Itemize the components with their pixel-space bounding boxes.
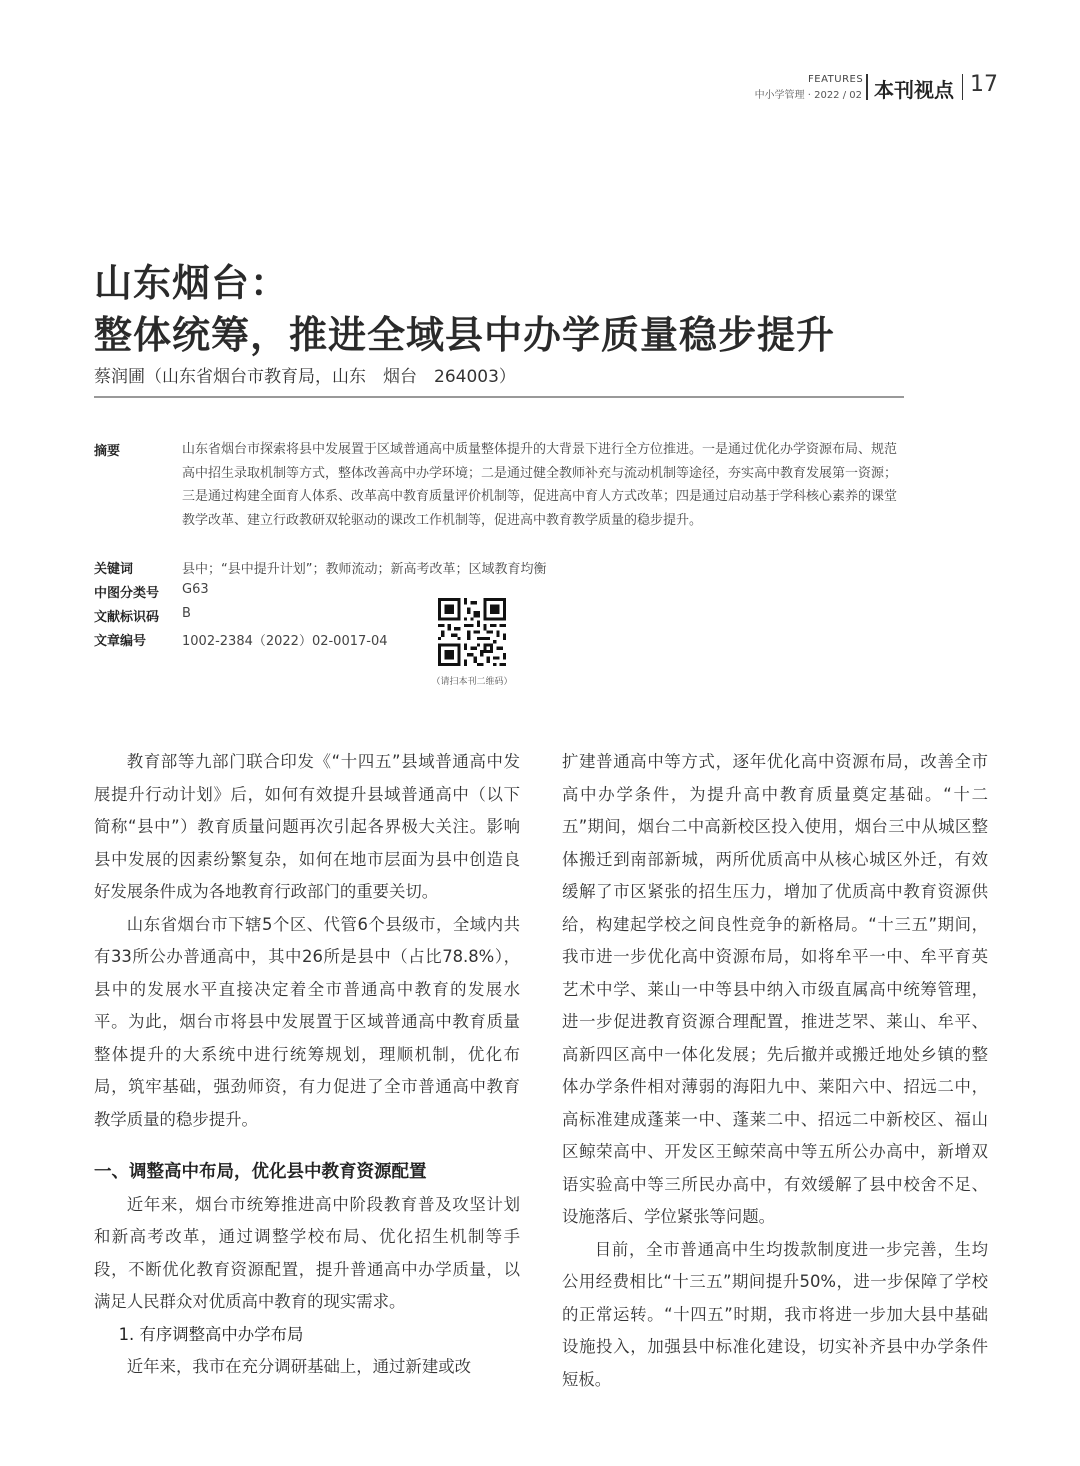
page-number: 17 bbox=[970, 72, 998, 97]
title-divider bbox=[94, 396, 904, 398]
article-number-label: 文章编号 bbox=[94, 634, 147, 649]
keywords-value: 县中；“县中提升计划”；教师流动；新高考改革；区域教育均衡 bbox=[182, 562, 547, 577]
abstract-label: 摘要 bbox=[94, 444, 121, 459]
header-features-label: FEATURES bbox=[808, 74, 864, 85]
body-column-left bbox=[94, 746, 520, 1384]
paragraph: 扩建普通高中等方式，逐年优化高中资源布局，改善全市高中办学条件，为提升高中教育质量奠定基础。“十二五”期间，烟台二中高新校区投入使用，烟台三中从城区整体搬迁到南部新城，两所优质高中从核心城区外迁，有效缓解了市区紧张的招生压力，增加了优质高中教育资源供给，构建起学校之间良性竞争的新格局。“十三五”期间，我市进一步优化高中资源布局，如将牟平一中、牟平育英艺术中学、莱山一中等县中纳入市级直属高中统筹管理，进一步促进教育资源合理配置，推进芝罘、莱山、牟平、高新四区高中一体化发展；先后撤并或搬迁地处乡镇的整体办学条件相对薄弱的海阳九中、莱阳六中、招远二中，高标准建成蓬莱一中、蓬莱二中、招远二中新校区、福山区鲸荣高中、开发区王鲸荣高中等五所公办高中，新增双语实验高中等三所民办高中，有效缓解了县中校舍不足、设施落后、学位紧张等问题。 bbox=[562, 752, 988, 1226]
abstract-text: 山东省烟台市探索将县中发展置于区域普通高中质量整体提升的大背景下进行全方位推进。一是通过优化办学资源布局、规范高中招生录取机制等方式，整体改善高中办学环境；二是通过健全教师补充与流动机制等途径，夯实高中教育发展第一资源；三是通过构建全面育人体系、改革高中教育质量评价机制等，促进高中育人方式改革；四是通过启动基于学科核心素养的课堂教学改革、建立行政教研双轮驱动的课改工作机制等，促进高中教育教学质量的稳步提升。 bbox=[182, 442, 898, 528]
article-title-line-1: 山东烟台： bbox=[94, 261, 290, 305]
paragraph: 目前，全市普通高中生均拨款制度进一步完善，生均公用经费相比“十三五”期间提升50%，进一步保障了学校的正常运转。“十四五”时期，我市将进一步加大县中基础设施投入，加强县中标准化建设，切实补齐县中办学条件短板。 bbox=[562, 1239, 988, 1389]
classification-label: 中图分类号 bbox=[94, 586, 160, 601]
section-heading: 一、调整高中布局，优化县中教育资源配置 bbox=[94, 1162, 427, 1182]
paragraph: 山东省烟台市下辖5个区、代管6个县级市，全域内共有33所公办普通高中，其中26所是县中（占比78.8%），县中的发展水平直接决定着全市普通高中教育的发展水平。为此，烟台市将县中发展置于区域普通高中教育质量整体提升的大系统中进行统筹规划，理顺机制，优化布局，筑牢基础，强劲师资，有力促进了全市普通高中教育教学质量的稳步提升。 bbox=[94, 914, 520, 1129]
document-code-label: 文献标识码 bbox=[94, 610, 160, 625]
qr-code-caption: （请扫本刊二维码） bbox=[431, 677, 513, 687]
classification-value: G63 bbox=[182, 582, 209, 597]
qr-code-icon[interactable] bbox=[438, 598, 506, 666]
subsection-heading: 1. 有序调整高中办学布局 bbox=[118, 1324, 304, 1344]
header-divider bbox=[962, 74, 963, 100]
paragraph: 教育部等九部门联合印发《“十四五”县域普通高中发展提升行动计划》后，如何有效提升县域普通高中（以下简称“县中”）教育质量问题再次引起各界极大关注。影响县中发展的因素纷繁复杂，如何在地市层面为县中创造良好发展条件成为各地教育行政部门的重要关切。 bbox=[94, 752, 520, 901]
keywords-label: 关键词 bbox=[94, 562, 134, 577]
author-line: 蔡润圃（山东省烟台市教育局，山东 烟台 264003） bbox=[94, 367, 516, 387]
article-title-line-2: 整体统筹，推进全域县中办学质量稳步提升 bbox=[94, 313, 836, 357]
header-section-title: 本刊视点 bbox=[874, 78, 954, 102]
header-divider bbox=[866, 74, 868, 100]
document-code-value: B bbox=[182, 606, 191, 621]
header-issue-label: 中小学管理 · 2022 / 02 bbox=[754, 90, 862, 101]
paragraph: 近年来，我市在充分调研基础上，通过新建或改 bbox=[126, 1357, 471, 1376]
body-column-right bbox=[562, 746, 988, 1396]
article-number-value: 1002-2384（2022）02-0017-04 bbox=[182, 634, 388, 649]
paragraph: 近年来，烟台市统筹推进高中阶段教育普及攻坚计划和新高考改革，通过调整学校布局、优化招生机制等手段，不断优化教育资源配置，提升普通高中办学质量，以满足人民群众对优质高中教育的现实需求。 bbox=[94, 1194, 520, 1311]
